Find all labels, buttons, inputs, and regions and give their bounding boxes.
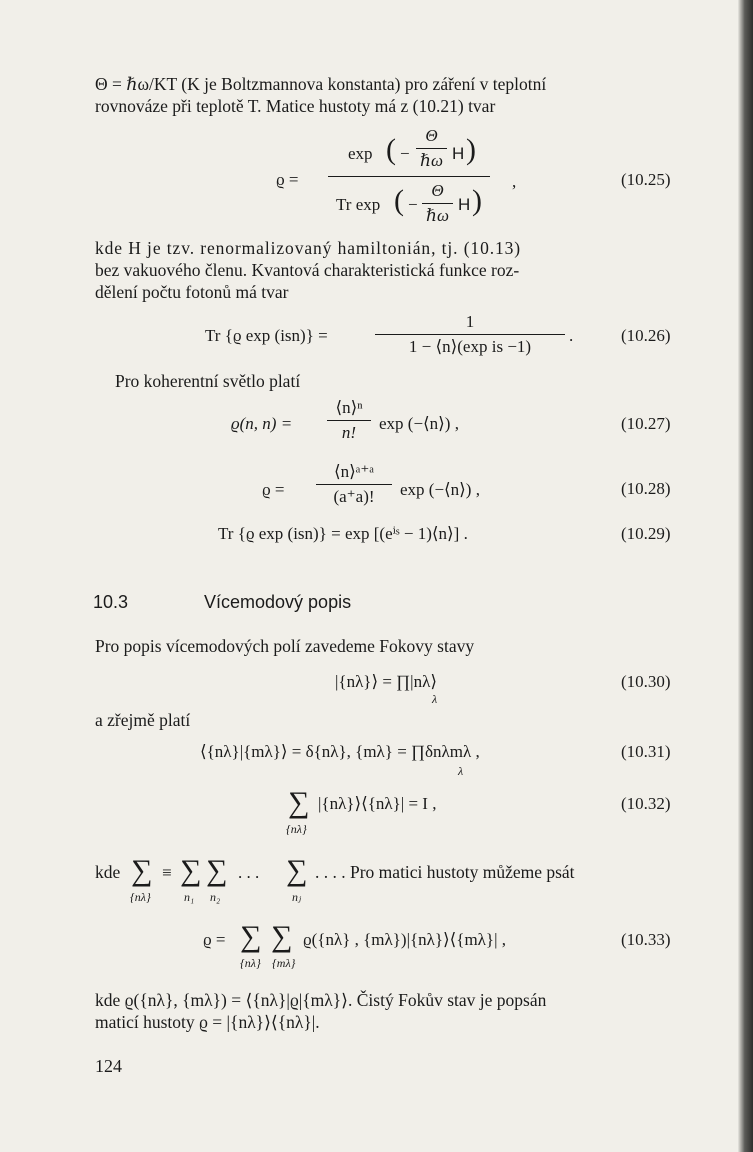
equation-10-30: |{nλ}⟩ = ∏|nλ⟩ (335, 672, 437, 691)
kde-dots: . . . (238, 863, 260, 882)
after-1025-line-1: kde H je tzv. renormalizovaný hamiltonián, tj. (10.13) (95, 238, 522, 258)
eq-number-10-32: (10.32) (621, 794, 671, 813)
kde-sum-3: ∑ (206, 854, 228, 887)
after-1025-line-3: dělení počtu fotonů má tvar (95, 282, 289, 302)
eq-number-10-29: (10.29) (621, 524, 671, 543)
fock-states-text: Pro popis vícemodových polí zavedeme Fokovy stavy (95, 636, 475, 656)
eq-number-10-26: (10.26) (621, 326, 671, 345)
eq-number-10-28: (10.28) (621, 479, 671, 498)
kde-sum-2-index: n₁ (184, 890, 195, 904)
coherent-light-text: Pro koherentní světlo platí (115, 371, 301, 391)
eq1032-sum-index: {nλ} (286, 822, 307, 836)
section-number: 10.3 (93, 592, 129, 612)
eq1028-lhs: ϱ = (262, 480, 285, 499)
kde-sum-2: ∑ (180, 854, 202, 887)
eq1027-lhs: ϱ(n, n) = (231, 414, 293, 433)
eq1025-fraction: exp ( − Θ ℏω H ) Tr exp ( − Θ ℏω H ) (328, 126, 490, 227)
eq1033-sum-2-index: {mλ} (272, 956, 296, 970)
eq1033-lhs: ϱ = (203, 930, 226, 949)
eq-number-10-30: (10.30) (621, 672, 671, 691)
eq-number-10-33: (10.33) (621, 930, 671, 949)
clearly-holds-text: a zřejmě platí (95, 710, 191, 730)
equation-10-33: ϱ({nλ} , {mλ})|{nλ}⟩⟨{mλ}| , (303, 930, 506, 949)
eq1026-fraction: $\frac{1}{\text{1 − ⟨n⟩(exp is −1)}}$ (375, 312, 565, 357)
equation-10-31: ⟨{nλ}|{mλ}⟩ = δ{nλ}, {mλ} = ∏δnλmλ , (200, 742, 480, 761)
after-1025-line-2: bez vakuového členu. Kvantová charakteristická funkce roz- (95, 260, 520, 280)
eq1025-lhs: ϱ = (276, 170, 299, 189)
kde-sum-1-index: {nλ} (130, 890, 151, 904)
intro-line-2: rovnováze při teplotě T. Matice hustoty má z (10.21) tvar (95, 96, 496, 116)
kde-prefix: kde (95, 862, 121, 882)
kde-equiv: ≡ (162, 863, 172, 882)
kde-sum-4-index: nⱼ (292, 890, 302, 904)
eq-number-10-31: (10.31) (621, 742, 671, 761)
last-line-1: kde ϱ({nλ}, {mλ}) = ⟨{nλ}|ϱ|{mλ}⟩. Čistý Fokův stav je popsán (95, 990, 547, 1010)
eq1026-lhs: Tr {ϱ exp (isn)} = (205, 326, 328, 345)
page-number: 124 (95, 1056, 122, 1076)
kde-sum-3-index: n₂ (210, 890, 221, 904)
kde-sum-4: ∑ (286, 854, 308, 887)
eq1033-sum-1: ∑ (240, 920, 262, 953)
equation-10-32: |{nλ}⟩⟨{nλ}| = I , (318, 794, 437, 813)
kde-suffix-text: . . . . Pro matici hustoty můžeme psát (315, 862, 575, 882)
kde-sum-1: ∑ (131, 854, 153, 887)
section-title: Vícemodový popis (204, 592, 352, 612)
eq1030-product-index: λ (432, 692, 438, 706)
equation-10-29: Tr {ϱ exp (isn)} = exp [(eⁱˢ − 1)⟨n⟩] . (218, 524, 468, 543)
eq1033-sum-2: ∑ (271, 920, 293, 953)
eq-number-10-25: (10.25) (621, 170, 671, 189)
eq-number-10-27: (10.27) (621, 414, 671, 433)
eq1025-numerator: exp ( − Θ ℏω H ) (348, 126, 476, 170)
intro-line-1: Θ = ℏω/KT (K je Boltzmannova konstanta) pro záření v teplotní (95, 74, 547, 94)
last-line-2: maticí hustoty ϱ = |{nλ}⟩⟨{nλ}|. (95, 1012, 320, 1032)
eq1028-fraction: $\frac{\text{⟨n⟩ᵃ⁺ᵃ}}{(a^+a)!}$ (316, 462, 392, 507)
eq1031-product-index: λ (458, 764, 464, 778)
eq1032-sum-sign: ∑ (288, 786, 310, 819)
book-page-edge (738, 0, 753, 1152)
eq1027-fraction: $\frac{\text{⟨n⟩ⁿ}}{n!}$ (327, 398, 371, 443)
eq1033-sum-1-index: {nλ} (240, 956, 261, 970)
